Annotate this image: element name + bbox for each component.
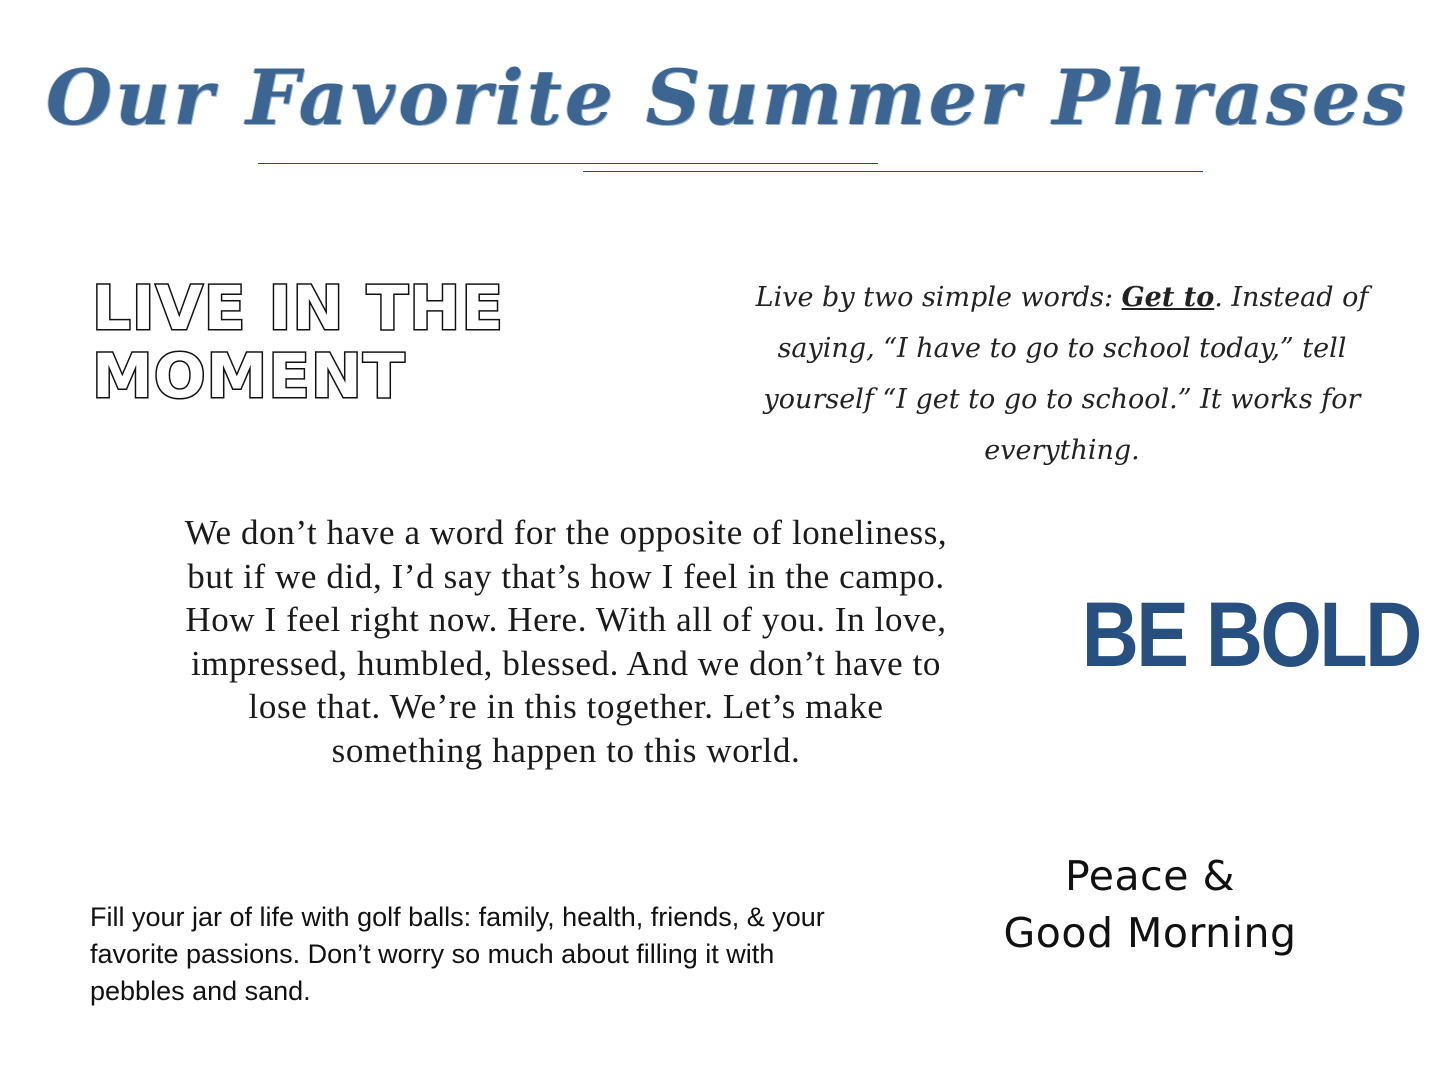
page-title: Our Favorite Summer Phrases xyxy=(45,53,1410,142)
title-underline-upper xyxy=(258,163,878,164)
phrase-peace-line-1: Peace & xyxy=(1065,852,1235,900)
phrase-peace-line-2: Good Morning xyxy=(1003,909,1297,957)
phrase-live-line-1: LIVE IN THE xyxy=(92,273,504,344)
title-underline-lower xyxy=(583,171,1203,172)
phrase-get-to-intro: Live by two simple words: xyxy=(755,282,1122,313)
phrase-live-in-the-moment xyxy=(92,275,504,411)
phrase-opposite-of-loneliness: We don’t have a word for the opposite of loneliness, but if we did, I’d say that’s how I feel in the campo. How I feel right now. Here. With all of you. In love, impressed, humbled, blessed. And we don’t have to lose that. We’re in this together. Let’s make something happen to this world. xyxy=(184,513,948,770)
phrase-golf-balls: Fill your jar of life with golf balls: family, health, friends, & your favorite passions. Don’t worry so much about filling it with pebbles and sand. xyxy=(90,902,825,1006)
phrase-live-line-2: MOMENT xyxy=(92,341,406,412)
phrase-peace-good-morning xyxy=(975,848,1325,962)
phrase-get-to-emphasis: Get to xyxy=(1121,282,1215,313)
phrase-get-to xyxy=(732,272,1392,476)
phrase-get-to-rest: . Instead of saying, “I have to go to school today,” tell yourself “I get to go to school.” It works for everything. xyxy=(763,282,1369,466)
phrase-be-bold: BE BOLD xyxy=(1081,584,1420,686)
